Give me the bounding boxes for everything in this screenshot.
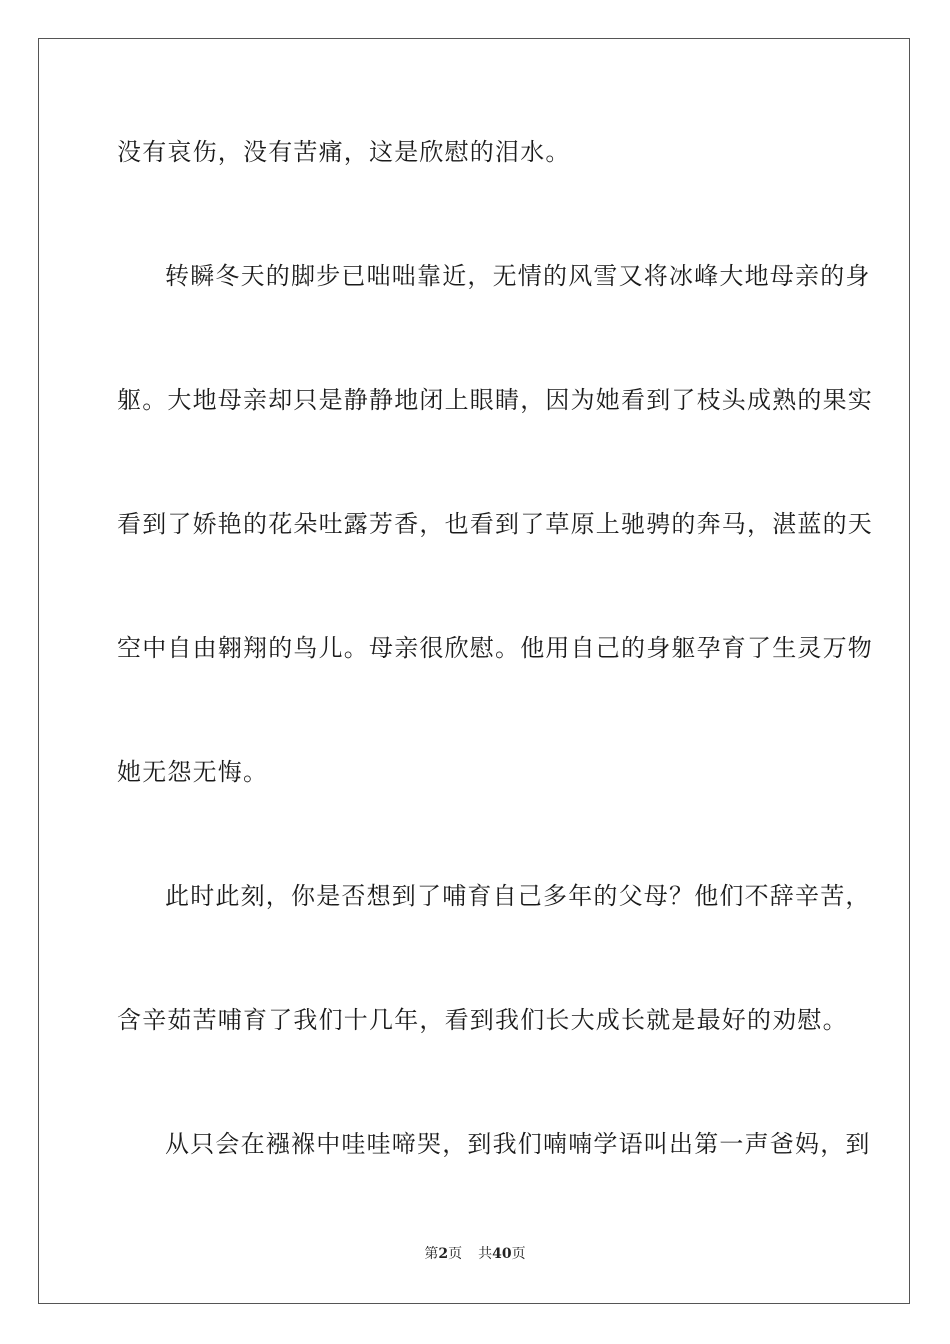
text-line-2: 转瞬冬天的脚步已咄咄靠近，无情的风雪又将冰峰大地母亲的身 — [165, 262, 871, 290]
total-pages: 40 — [492, 1246, 512, 1262]
text-line-6: 她无怨无悔。 — [117, 758, 269, 786]
total-suffix: 页 — [511, 1246, 526, 1262]
page-prefix: 第 — [424, 1246, 439, 1262]
page-footer — [0, 1245, 950, 1263]
page-border — [38, 38, 910, 1304]
text-line-1: 没有哀伤，没有苦痛，这是欣慰的泪水。 — [117, 138, 571, 166]
text-line-7: 此时此刻，你是否想到了哺育自己多年的父母？他们不辞辛苦， — [165, 882, 871, 910]
text-line-9: 从只会在襁褓中哇哇啼哭，到我们喃喃学语叫出第一声爸妈，到 — [165, 1130, 871, 1158]
page-suffix: 页 — [448, 1246, 463, 1262]
page-number: 2 — [438, 1246, 449, 1262]
text-line-3: 躯。大地母亲却只是静静地闭上眼睛，因为她看到了枝头成熟的果实 — [117, 386, 873, 414]
text-line-4: 看到了娇艳的花朵吐露芳香，也看到了草原上驰骋的奔马，湛蓝的天 — [117, 510, 873, 538]
text-line-5: 空中自由翱翔的鸟儿。母亲很欣慰。他用自己的身躯孕育了生灵万物 — [117, 634, 873, 662]
total-prefix: 共 — [478, 1246, 493, 1262]
text-line-8: 含辛茹苦哺育了我们十几年，看到我们长大成长就是最好的劝慰。 — [117, 1006, 848, 1034]
